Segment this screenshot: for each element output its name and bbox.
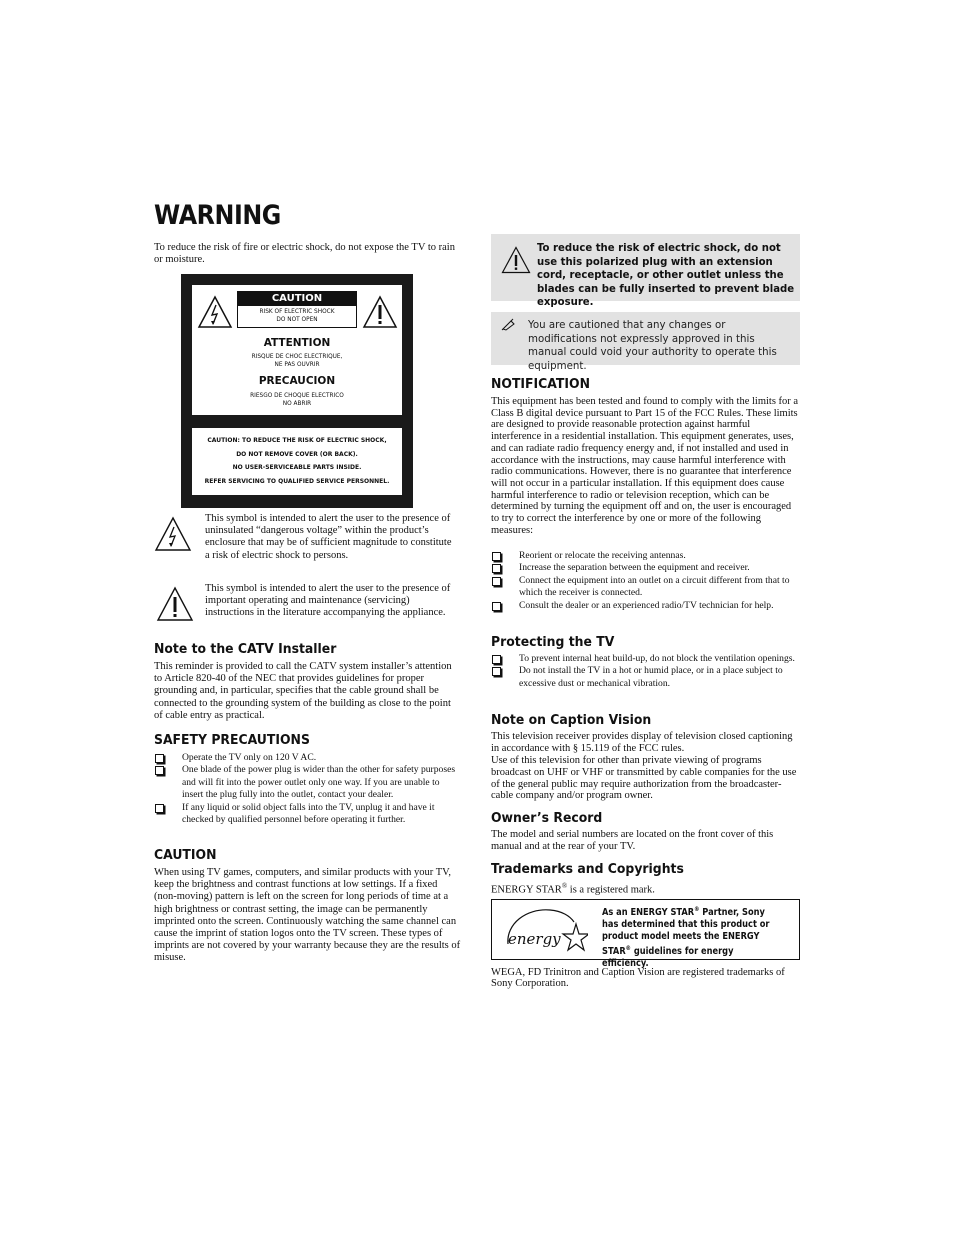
registered-mark: ® [694, 906, 700, 913]
list-item: If any liquid or solid object falls into the TV, unplug it and have it checked by qualified personnel before operating it further. [154, 802, 462, 827]
notification-list [491, 550, 800, 612]
notification-body: This equipment has been tested and found to comply with the limits for a Class B digital device pursuant to Part 15 of the FCC Rules. These limits are designed to provide reasonable protection against harmful interference in a residential installation. This equipment generates, uses, and can radiate radio frequency energy and, if not installed and used in accordance with the instructions, may cause harmful interference with radio communications. However, there is no guarantee that interference will not occur in a particular installation. If this equipment does cause harmful interference to radio or television reception, which can be determined by turning the equipment off and on, the user is encouraged to try to correct the interference by one or more of the following measures: [491, 396, 799, 536]
exclamation-triangle-icon [501, 246, 531, 274]
owners-record-heading: Owner’s Record [491, 810, 603, 826]
safety-list [154, 752, 462, 826]
catv-body: This reminder is provided to call the CATV system installer’s attention to Article 820-40 of the NEC that provides guidelines for proper grounding and, in particular, specifies that the cable ground shall be connected to the grounding system of the building as close to the point of cable entry as practical. [154, 661, 452, 721]
symbol-lightning-text: This symbol is intended to alert the user to the presence of uninsulated “dangerous voltage” within the product’s enclosure that may be of sufficient magnitude to constitute a risk of electric shock to persons. [205, 513, 452, 561]
safety-heading: SAFETY PRECAUTIONS [154, 732, 310, 748]
caption-vision-body: This television receiver provides display of television closed captioning in accordance with § 15.119 of the FCC rules. [491, 731, 793, 754]
lower-line: CAUTION: TO REDUCE THE RISK OF ELECTRIC SHOCK, [207, 437, 387, 444]
catv-heading: Note to the CATV Installer [154, 641, 337, 657]
list-item: Increase the separation between the equipment and receiver. [491, 562, 800, 574]
energy-partner-text [602, 904, 778, 970]
caption-vision-heading: Note on Caption Vision [491, 712, 652, 728]
note-changes-text: You are cautioned that any changes or modifications not expressly approved in this manual could void your authority to operate this equipment. [528, 318, 777, 372]
owners-record-body: The model and serial numbers are located on the front cover of this manual and at the rear of your TV. [491, 829, 774, 852]
exclamation-triangle-icon [362, 295, 398, 329]
energy-star-box [491, 899, 800, 970]
caution-label-lower [192, 428, 402, 495]
caution-heading-section: CAUTION [154, 847, 217, 863]
energy-partner-part1: As an ENERGY STAR [602, 907, 695, 919]
caution-label-upper [192, 285, 402, 415]
caution-body: When using TV games, computers, and similar products with your TV, keep the brightness and contrast functions at low settings. If a fixed (non-moving) pattern is left on the screen for long periods of time at a high brightness or contrast setting, the image can be permanently imprinted onto the screen. Continuously watching the same channel can cause the imprint of station logos onto the TV screen. These types of imprints are not covered by your warranty because they are the results of misuse. [154, 867, 461, 964]
energy-partner-part2: Partner, Sony has determined that this product or product model meets the ENERGY STAR [602, 907, 770, 958]
list-item: Do not install the TV in a hot or humid place, or in a place subject to excessive dust or mechanical vibration. [491, 665, 800, 690]
lightning-triangle-icon [154, 516, 192, 552]
symbol-exclamation-text: This symbol is intended to alert the user to the presence of important operating and maintenance (servicing) instructions in the literature accompanying the appliance. [205, 583, 451, 619]
energy-star-logo-icon [500, 904, 588, 958]
plug-warning-text: To reduce the risk of electric shock, do not use this polarized plug with an extension cord, receptacle, or other outlet unless the blades can be fully inserted to prevent blade exposure. [537, 241, 795, 309]
registered-mark: ® [625, 945, 631, 953]
notification-heading: NOTIFICATION [491, 376, 590, 392]
attention-line1: RISQUE DE CHOC ELECTRIQUE, [251, 354, 343, 360]
precaucion-line2: NO ABRIR [282, 401, 312, 407]
intro-text: To reduce the risk of fire or electric shock, do not expose the TV to rain or moisture. [154, 242, 455, 266]
caution-line1: RISK OF ELECTRIC SHOCK [259, 309, 335, 315]
lower-line: DO NOT REMOVE COVER (OR BACK). [236, 450, 358, 458]
pencil-note-icon [501, 317, 519, 331]
list-item: One blade of the power plug is wider than the other for safety purposes and will fit into the power outlet only one way. If you are unable to insert the plug fully into the outlet, contact your dealer. [154, 764, 462, 801]
plug-warning-box [491, 234, 800, 309]
caution-label [181, 274, 413, 508]
caution-box [237, 291, 357, 328]
energy-star-text [491, 880, 800, 897]
list-item: Operate the TV only on 120 V AC. [154, 752, 462, 764]
list-item: To prevent internal heat build-up, do not block the ventilation openings. [491, 653, 800, 665]
energy-star-name: ENERGY STAR [491, 884, 562, 896]
page-title: WARNING [154, 200, 281, 231]
attention-heading: ATTENTION [263, 337, 331, 349]
attention-line2: NE PAS OUVRIR [274, 362, 320, 368]
precaucion-heading: PRECAUCION [258, 375, 336, 387]
lower-line: REFER SERVICING TO QUALIFIED SERVICE PERSONNEL. [204, 477, 390, 485]
precaucion-line1: RIESGO DE CHOQUE ELECTRICO [250, 393, 344, 399]
list-item: Consult the dealer or an experienced radio/TV technician for help. [491, 600, 800, 612]
list-item: Connect the equipment into an outlet on a circuit different from that to which the receiver is connected. [491, 575, 800, 600]
protecting-heading: Protecting the TV [491, 634, 615, 650]
list-item: Reorient or relocate the receiving antennas. [491, 550, 800, 562]
trademarks-footer: WEGA, FD Trinitron and Caption Vision are registered trademarks of Sony Corporation. [491, 967, 785, 989]
caption-vision-body2: Use of this television for other than private viewing of programs broadcast on UHF or VHF or transmitted by cable companies for the use of the general public may require authorization from the broadcaster-cable company and/or program owner. [491, 755, 797, 802]
lower-line: NO USER-SERVICEABLE PARTS INSIDE. [232, 464, 362, 471]
note-box [491, 312, 800, 372]
energy-logo-word: energy [508, 930, 561, 948]
energy-partner-part3: guidelines for energy efficiency. [602, 946, 734, 970]
trademarks-heading: Trademarks and Copyrights [491, 861, 684, 877]
protecting-list [491, 653, 800, 690]
exclamation-triangle-icon [156, 586, 194, 622]
caution-heading: CAUTION [238, 292, 356, 306]
lightning-triangle-icon [197, 295, 233, 329]
registered-mark: ® [561, 882, 568, 890]
caution-line2: DO NOT OPEN [276, 317, 318, 323]
energy-star-suffix: is a registered mark. [567, 884, 655, 896]
